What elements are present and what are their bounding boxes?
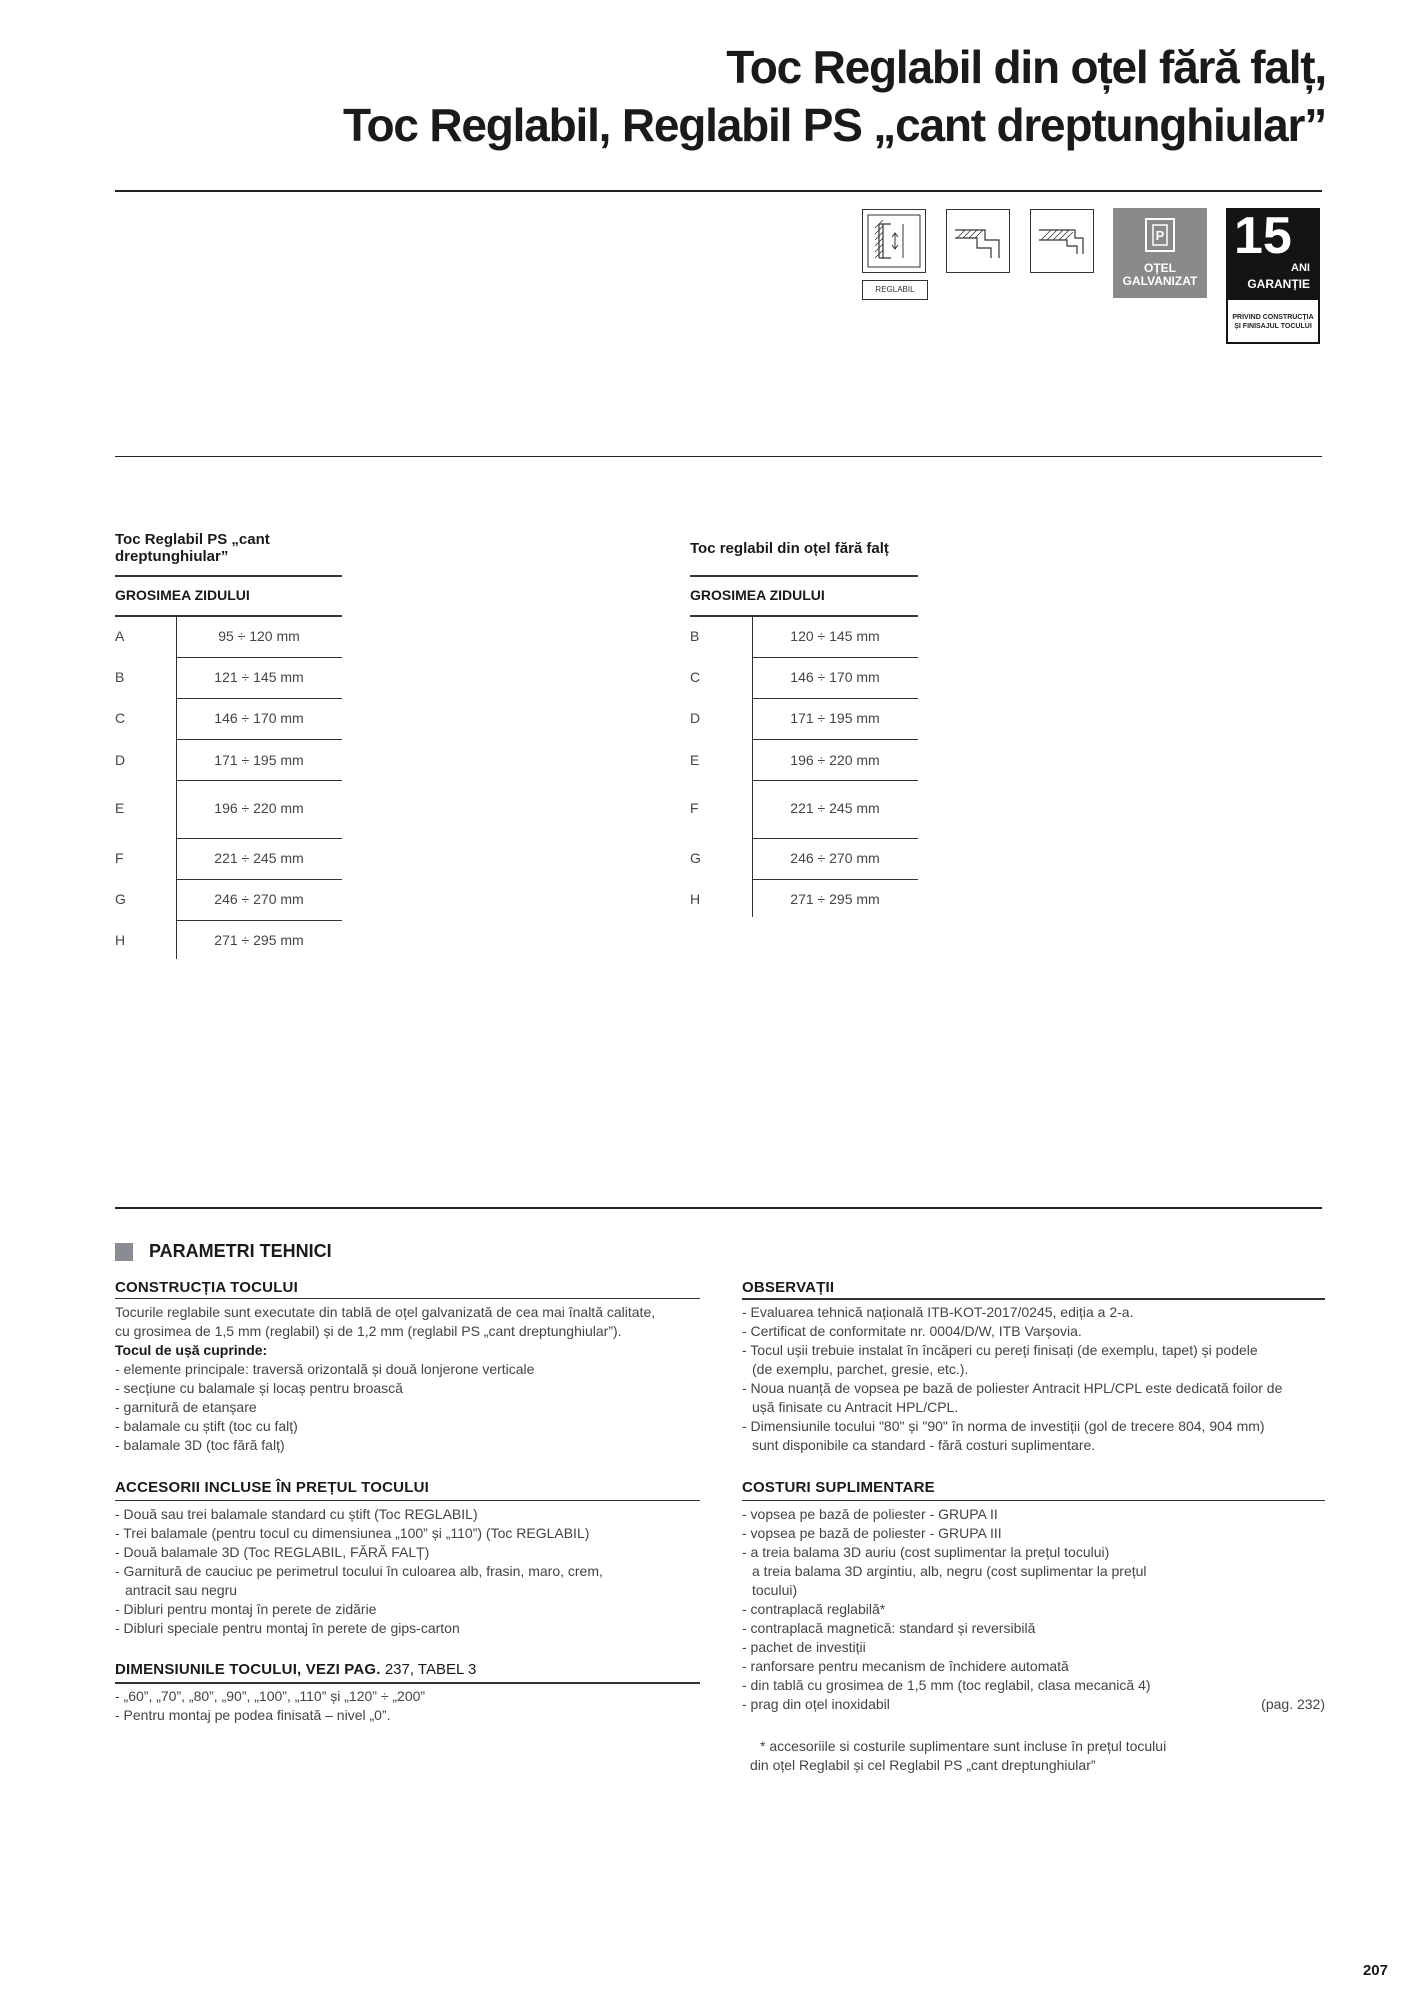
list-item: antracit sau negru bbox=[125, 1582, 238, 1598]
page-title-line2: Toc Reglabil, Reglabil PS „cant dreptunghiular” bbox=[343, 99, 1326, 151]
header-divider bbox=[115, 190, 1322, 192]
list-item: - vopsea pe bază de poliester - GRUPA III bbox=[742, 1525, 1002, 1541]
warranty-badge bbox=[1226, 208, 1320, 298]
list-item: - din tablă cu grosimea de 1,5 mm (toc reglabil, clasa mecanică 4) bbox=[742, 1677, 1151, 1693]
observations-heading: OBSERVAȚII bbox=[742, 1279, 835, 1296]
construction-heading: CONSTRUCȚIA TOCULUI bbox=[115, 1279, 298, 1296]
list-item: - Dibluri speciale pentru montaj în perete de gips-carton bbox=[115, 1620, 460, 1636]
list-item: tocului) bbox=[752, 1582, 798, 1598]
list-item: - Tocul ușii trebuie instalat în încăperi cu pereți finisați (de exemplu, tapet) și podele bbox=[742, 1342, 1258, 1358]
list-item: - Evaluarea tehnică națională ITB-KOT-2017/0245, ediția a 2-a. bbox=[742, 1304, 1134, 1320]
warranty-ani: ANI bbox=[1291, 262, 1310, 274]
list-item: - Noua nuanță de vopsea pe bază de poliester Antracit HPL/CPL este dedicată foilor de bbox=[742, 1380, 1283, 1396]
list-item: - „60”, „70”, „80”, „90”, „100”, „110” și „120” ÷ „200” bbox=[115, 1688, 426, 1704]
list-item: - balamale 3D (toc fără falț) bbox=[115, 1437, 285, 1453]
table-left-header: GROSIMEA ZIDULUI bbox=[115, 587, 250, 603]
list-item: - Dimensiunile tocului "80" și "90" în norma de investiții (gol de trecere 804, 904 mm) bbox=[742, 1418, 1265, 1434]
dimensions-heading: DIMENSIUNILE TOCULUI, VEZI PAG. 237, TABEL 3 bbox=[115, 1661, 477, 1678]
list-item: ușă finisate cu Antracit HPL/CPL. bbox=[752, 1399, 959, 1415]
warranty-garantie: GARANȚIE bbox=[1247, 277, 1310, 291]
otel-line1: OȚEL bbox=[1144, 261, 1176, 275]
table-left-title-line1: Toc Reglabil PS „cant bbox=[115, 531, 270, 548]
table-right-title: Toc reglabil din oțel fără falț bbox=[690, 540, 889, 557]
list-item: - prag din oțel inoxidabil bbox=[742, 1696, 890, 1712]
params-heading: PARAMETRI TEHNICI bbox=[149, 1241, 332, 1261]
reglabil-label: REGLABIL bbox=[862, 280, 928, 300]
list-item: - ranforsare pentru mecanism de închidere automată bbox=[742, 1658, 1069, 1674]
table-right-header: GROSIMEA ZIDULUI bbox=[690, 587, 825, 603]
page-title-line1: Toc Reglabil din oțel fără falț, bbox=[726, 41, 1326, 93]
extra-costs-text bbox=[742, 1505, 1151, 1714]
list-item: - Trei balamale (pentru tocul cu dimensiunea „100” și „110”) (Toc REGLABIL) bbox=[115, 1525, 590, 1541]
list-item: sunt disponibile ca standard - fără costuri suplimentare. bbox=[752, 1437, 1096, 1453]
list-item: - Certificat de conformitate nr. 0004/D/W, ITB Varșovia. bbox=[742, 1323, 1082, 1339]
list-item: a treia balama 3D argintiu, alb, negru (cost suplimentar la prețul bbox=[752, 1563, 1147, 1579]
list-item: - contraplacă magnetică: standard și reversibilă bbox=[742, 1620, 1036, 1636]
otel-line2: GALVANIZAT bbox=[1122, 274, 1198, 288]
list-item: - secțiune cu balamale și locaș pentru broască bbox=[115, 1380, 403, 1396]
extra-costs-note: * accesoriile si costurile suplimentare sunt incluse în prețul tocului din oțel Reglabil și cel Reglabil PS „cant dreptunghiular” bbox=[750, 1738, 1167, 1773]
list-item: - Garnitură de cauciuc pe perimetrul tocului în culoarea alb, frasin, maro, crem, bbox=[115, 1563, 603, 1579]
list-item: - Pentru montaj pe podea finisată – nivel „0”. bbox=[115, 1707, 391, 1723]
params-square-icon bbox=[115, 1243, 133, 1261]
list-item: - elemente principale: traversă orizontală și două lonjerone verticale bbox=[115, 1361, 535, 1377]
rebated-frame-icon bbox=[1030, 209, 1094, 273]
warranty-number: 15 bbox=[1234, 207, 1292, 265]
list-item: - Dibluri pentru montaj în perete de zidărie bbox=[115, 1601, 377, 1617]
construction-text: Tocurile reglabile sunt executate din tablă de oțel galvanizată de cea mai înaltă calitate, cu grosimea de 1,5 mm (reglabil) și de 1,2 mm (reglabil PS „cant dreptunghiular”). Tocul de ușă cuprinde: - elemente principale: traversă orizontală și două lonjerone verticale - secțiune cu balamale și locaș pentru broască - garnitură de etanșare - balamale cu știft (toc cu falț) - balamale 3D (toc fără falț) bbox=[115, 1304, 656, 1453]
page-reference: (pag. 232) bbox=[1261, 1696, 1325, 1712]
section-divider-top bbox=[115, 456, 1322, 457]
construction-subheading: Tocul de ușă cuprinde: bbox=[115, 1342, 268, 1358]
list-item: - garnitură de etanșare bbox=[115, 1399, 257, 1415]
observations-text bbox=[742, 1303, 1282, 1455]
reglabil-frame-icon bbox=[862, 209, 926, 273]
steel-sheet-icon bbox=[1145, 218, 1175, 252]
square-edge-frame-icon bbox=[946, 209, 1010, 273]
list-item: - balamale cu știft (toc cu falț) bbox=[115, 1418, 298, 1434]
warranty-note bbox=[1226, 298, 1320, 344]
page-number: 207 bbox=[1362, 1962, 1388, 1979]
svg-text:P: P bbox=[1155, 228, 1165, 243]
warranty-note-line2: ȘI FINISAJUL TOCULUI bbox=[1234, 323, 1312, 330]
list-item: (de exemplu, parchet, gresie, etc.). bbox=[752, 1361, 969, 1377]
accessories-heading: ACCESORII INCLUSE ÎN PREȚUL TOCULUI bbox=[115, 1479, 429, 1496]
list-item: - pachet de investiții bbox=[742, 1639, 866, 1655]
accessories-text bbox=[115, 1505, 603, 1638]
list-item: - contraplacă reglabilă* bbox=[742, 1601, 886, 1617]
galvanized-steel-badge bbox=[1113, 208, 1207, 298]
extra-costs-heading: COSTURI SUPLIMENTARE bbox=[742, 1479, 935, 1496]
table-left-title-line2: dreptunghiular” bbox=[115, 548, 229, 565]
list-item: - Două balamale 3D (Toc REGLABIL, FĂRĂ FALȚ) bbox=[115, 1544, 430, 1560]
section-divider-params bbox=[115, 1207, 1322, 1209]
dimensions-text bbox=[115, 1687, 425, 1725]
list-item: - Două sau trei balamale standard cu știft (Toc REGLABIL) bbox=[115, 1506, 478, 1522]
list-item: - a treia balama 3D auriu (cost suplimentar la prețul tocului) bbox=[742, 1544, 1110, 1560]
list-item: - vopsea pe bază de poliester - GRUPA II bbox=[742, 1506, 998, 1522]
warranty-note-line1: PRIVIND CONSTRUCȚIA bbox=[1232, 314, 1314, 321]
